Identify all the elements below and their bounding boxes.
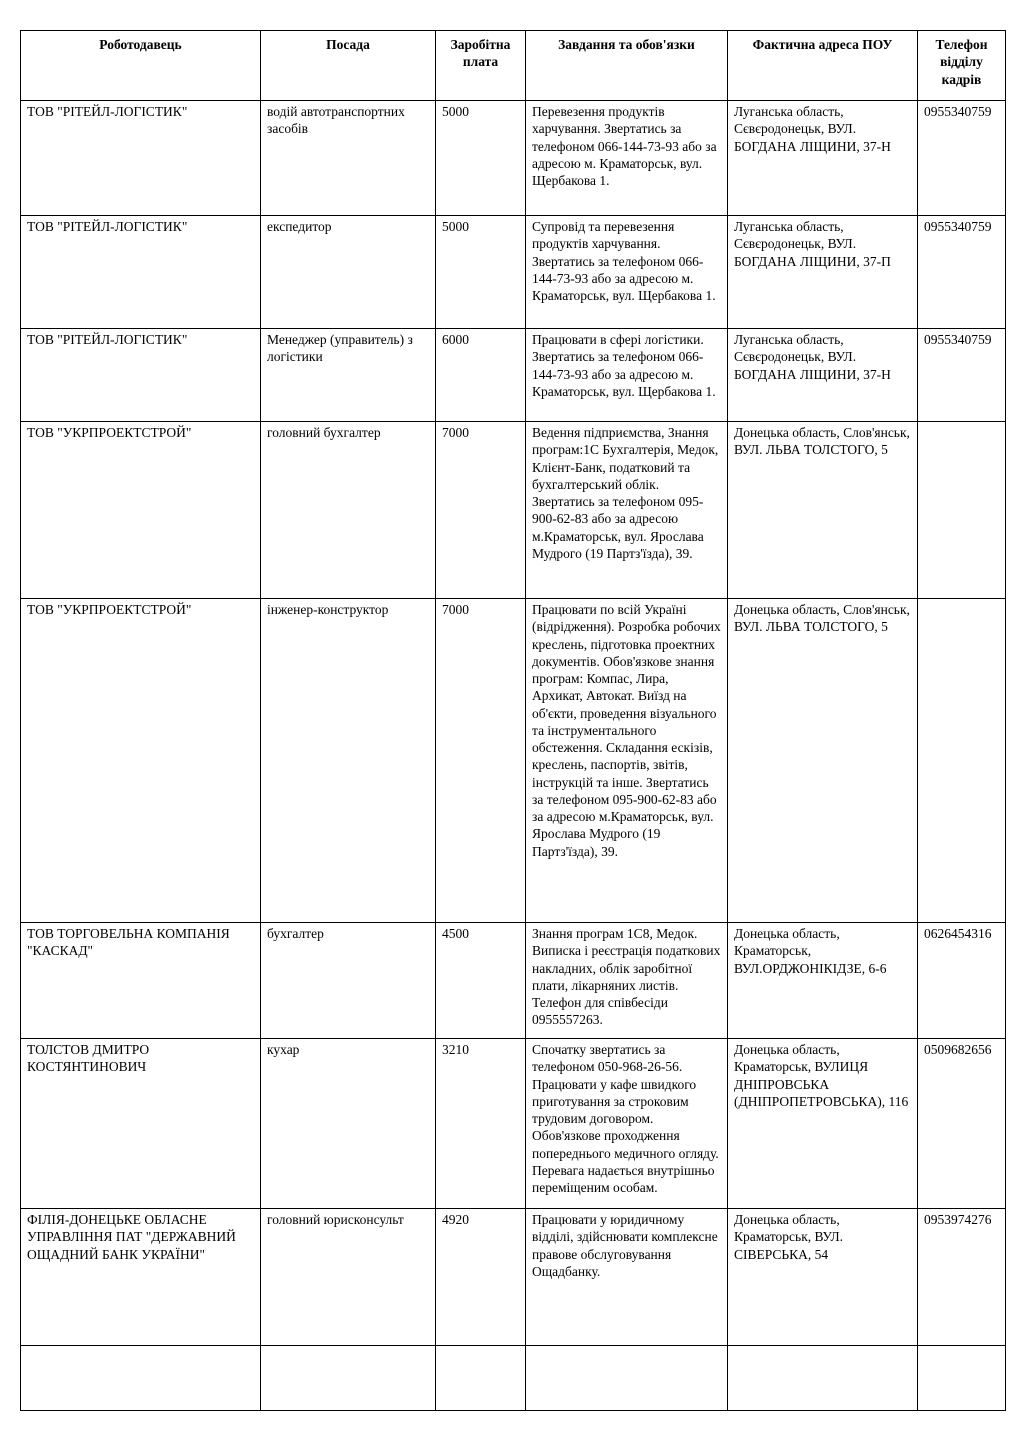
table-row (21, 1039, 1006, 1209)
header-salary: Заробітна плата (436, 31, 526, 101)
cell-duties: Працювати в сфері логістики. Звертатись за телефоном 066-144-73-93 або за адресою м. Краматорськ, вул. Щербакова 1. (526, 329, 728, 422)
cell-employer: ТОЛСТОВ ДМИТРО КОСТЯНТИНОВИЧ (21, 1039, 261, 1209)
cell-address (728, 1346, 918, 1411)
cell-phone (918, 599, 1006, 923)
cell-address: Донецька область, Слов'янськ, ВУЛ. ЛЬВА ТОЛСТОГО, 5 (728, 599, 918, 923)
cell-address: Донецька область, Краматорськ, ВУЛИЦЯ ДНІПРОВСЬКА (ДНІПРОПЕТРОВСЬКА), 116 (728, 1039, 918, 1209)
cell-phone: 0509682656 (918, 1039, 1006, 1209)
cell-salary: 6000 (436, 329, 526, 422)
cell-position: Менеджер (управитель) з логістики (261, 329, 436, 422)
cell-employer: ТОВ "РІТЕЙЛ-ЛОГІСТИК" (21, 329, 261, 422)
header-phone: Телефон відділу кадрів (918, 31, 1006, 101)
cell-employer: ФІЛІЯ-ДОНЕЦЬКЕ ОБЛАСНЕ УПРАВЛІННЯ ПАТ "ДЕРЖАВНИЙ ОЩАДНИЙ БАНК УКРАЇНИ" (21, 1209, 261, 1346)
cell-employer: ТОВ ТОРГОВЕЛЬНА КОМПАНІЯ "КАСКАД" (21, 923, 261, 1039)
cell-address: Луганська область, Сєвєродонецьк, ВУЛ. БОГДАНА ЛІЩИНИ, 37-Н (728, 329, 918, 422)
cell-salary: 3210 (436, 1039, 526, 1209)
cell-duties: Знання програм 1С8, Медок. Виписка і реєстрація податкових накладних, облік заробітної плати, лікарняних листів. Телефон для співбесіди 0955557263. (526, 923, 728, 1039)
cell-phone (918, 1346, 1006, 1411)
cell-salary: 7000 (436, 422, 526, 599)
cell-salary: 4920 (436, 1209, 526, 1346)
cell-duties: Супровід та перевезення продуктів харчування. Звертатись за телефоном 066-144-73-93 або за адресою м. Краматорськ, вул. Щербакова 1. (526, 216, 728, 329)
cell-duties: Ведення підприємства, Знання програм:1С Бухгалтерія, Медок, Клієнт-Банк, податковий та бухгалтерський облік. Звертатись за телефоном 095-900-62-83 або за адресою м.Краматорськ, вул. Ярослава Мудрого (19 Партз'їзда), 39. (526, 422, 728, 599)
cell-salary: 5000 (436, 216, 526, 329)
cell-duties: Спочатку звертатись за телефоном 050-968-26-56. Працювати у кафе швидкого приготування за строковим трудовим договором. Обов'язкове проходження попереднього медичного огляду. Перевага надається внутрішньо переміщеним особам. (526, 1039, 728, 1209)
cell-address: Донецька область, Слов'янськ, ВУЛ. ЛЬВА ТОЛСТОГО, 5 (728, 422, 918, 599)
cell-salary (436, 1346, 526, 1411)
cell-position: головний юрисконсульт (261, 1209, 436, 1346)
cell-phone: 0953974276 (918, 1209, 1006, 1346)
table-row (21, 1209, 1006, 1346)
table-row (21, 599, 1006, 923)
cell-duties: Працювати по всій Україні (відрідження). Розробка робочих креслень, підготовка проектних документів. Обов'язкове знання програм: Компас, Лира, Архикат, Автокат. Виїзд на об'єкти, проведення візуального та інструментального обстеження. Складання ескізів, креслень, паспортів, звітів, інструкцій та інше. Звертатись за телефоном 095-900-62-83 або за адресою м.Краматорськ, вул. Ярослава Мудрого (19 Партз'їзда), 39. (526, 599, 728, 923)
vacancy-table (20, 30, 1006, 1411)
table-row (21, 1346, 1006, 1411)
cell-employer: ТОВ "УКРПРОЕКТСТРОЙ" (21, 422, 261, 599)
cell-duties: Працювати у юридичному відділі, здійснювати комплексне правове обслуговування Ощадбанку. (526, 1209, 728, 1346)
header-row (21, 31, 1006, 101)
header-employer: Роботодавець (21, 31, 261, 101)
cell-position: бухгалтер (261, 923, 436, 1039)
header-duties: Завдання та обов'язки (526, 31, 728, 101)
cell-position: водій автотранспортних засобів (261, 101, 436, 216)
table-row (21, 329, 1006, 422)
cell-salary: 4500 (436, 923, 526, 1039)
cell-position: експедитор (261, 216, 436, 329)
cell-address: Луганська область, Сєвєродонецьк, ВУЛ. БОГДАНА ЛІЩИНИ, 37-Н (728, 101, 918, 216)
cell-phone: 0955340759 (918, 216, 1006, 329)
cell-phone: 0626454316 (918, 923, 1006, 1039)
table-row (21, 923, 1006, 1039)
cell-position (261, 1346, 436, 1411)
cell-employer: ТОВ "УКРПРОЕКТСТРОЙ" (21, 599, 261, 923)
cell-employer (21, 1346, 261, 1411)
cell-phone (918, 422, 1006, 599)
cell-phone: 0955340759 (918, 329, 1006, 422)
cell-salary: 5000 (436, 101, 526, 216)
cell-address: Луганська область, Сєвєродонецьк, ВУЛ. БОГДАНА ЛІЩИНИ, 37-П (728, 216, 918, 329)
cell-duties (526, 1346, 728, 1411)
table-row (21, 101, 1006, 216)
cell-duties: Перевезення продуктів харчування. Звертатись за телефоном 066-144-73-93 або за адресою м. Краматорськ, вул. Щербакова 1. (526, 101, 728, 216)
cell-address: Донецька область, Краматорськ, ВУЛ. СІВЕРСЬКА, 54 (728, 1209, 918, 1346)
header-position: Посада (261, 31, 436, 101)
header-address: Фактична адреса ПОУ (728, 31, 918, 101)
cell-position: кухар (261, 1039, 436, 1209)
vacancy-table-body (21, 101, 1006, 1411)
cell-address: Донецька область, Краматорськ, ВУЛ.ОРДЖОНІКІДЗЕ, 6-6 (728, 923, 918, 1039)
table-row (21, 422, 1006, 599)
vacancy-table-header (21, 31, 1006, 101)
cell-position: головний бухгалтер (261, 422, 436, 599)
cell-employer: ТОВ "РІТЕЙЛ-ЛОГІСТИК" (21, 101, 261, 216)
cell-position: інженер-конструктор (261, 599, 436, 923)
cell-phone: 0955340759 (918, 101, 1006, 216)
cell-salary: 7000 (436, 599, 526, 923)
cell-employer: ТОВ "РІТЕЙЛ-ЛОГІСТИК" (21, 216, 261, 329)
table-row (21, 216, 1006, 329)
